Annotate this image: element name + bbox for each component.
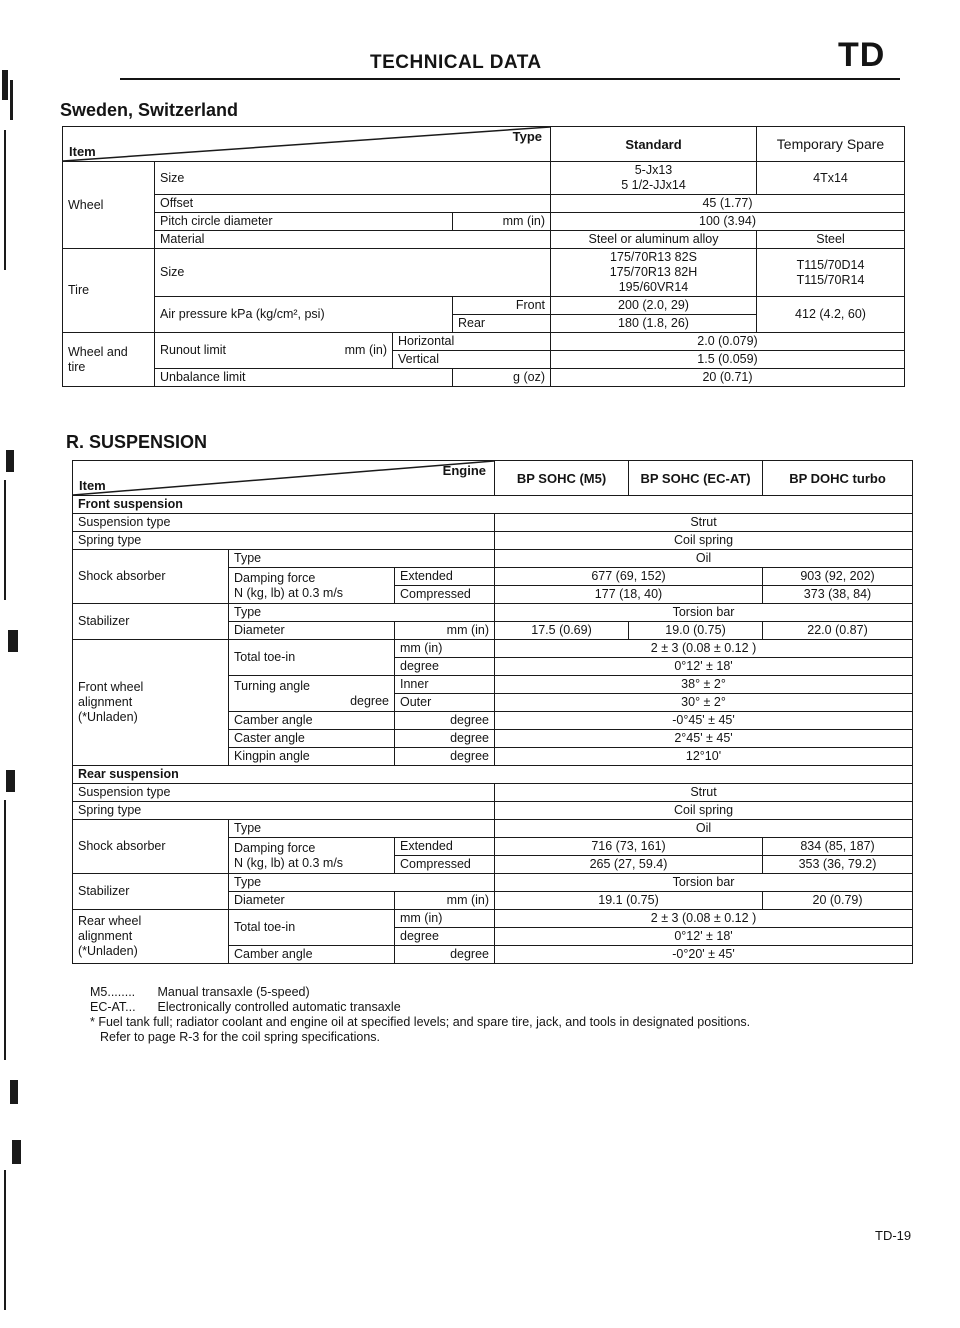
page-header-code: TD bbox=[838, 36, 886, 74]
pcd-value: 100 (3.94) bbox=[551, 213, 905, 231]
rear-suspension-type-label: Suspension type bbox=[73, 784, 495, 802]
vertical-value: 1.5 (0.059) bbox=[551, 351, 905, 369]
air-front-label: Front bbox=[453, 297, 551, 315]
unbalance-value: 20 (0.71) bbox=[551, 369, 905, 387]
turning-inner-label: Inner bbox=[395, 676, 495, 694]
rear-diameter-dohc-value: 20 (0.79) bbox=[763, 892, 913, 910]
kingpin-value: 12°10' bbox=[495, 748, 913, 766]
footnote-m5: M5........ Manual transaxle (5-speed) bbox=[90, 985, 310, 999]
front-damping-force-label: Damping force N (kg, lb) at 0.3 m/s bbox=[229, 568, 395, 604]
front-diameter-m5-value: 17.5 (0.69) bbox=[495, 622, 629, 640]
air-rear-label: Rear bbox=[453, 315, 551, 333]
rear-suspension-type-value: Strut bbox=[495, 784, 913, 802]
kingpin-unit: degree bbox=[395, 748, 495, 766]
front-compressed-label: Compressed bbox=[395, 586, 495, 604]
turning-angle-label: Turning angle degree bbox=[229, 676, 395, 712]
front-toe-mm-value: 2 ± 3 (0.08 ± 0.12 ) bbox=[495, 640, 913, 658]
front-shock-type-value: Oil bbox=[495, 550, 913, 568]
rear-camber-label: Camber angle bbox=[229, 946, 395, 964]
front-suspension-type-label: Suspension type bbox=[73, 514, 495, 532]
front-compressed-dohc-value: 373 (38, 84) bbox=[763, 586, 913, 604]
front-diameter-unit: mm (in) bbox=[395, 622, 495, 640]
rear-spring-type-value: Coil spring bbox=[495, 802, 913, 820]
binding-edge-marks bbox=[0, 70, 30, 1310]
caster-unit: degree bbox=[395, 730, 495, 748]
turning-inner-value: 38° ± 2° bbox=[495, 676, 913, 694]
front-camber-label: Camber angle bbox=[229, 712, 395, 730]
type-header-label: Type bbox=[512, 129, 542, 144]
rear-stabilizer-type-label: Type bbox=[229, 874, 495, 892]
footnote-unladen: * Fuel tank full; radiator coolant and engine oil at specified levels; and spare tire, jack, and tools in designated positions. bbox=[90, 1015, 751, 1029]
rear-stabilizer-label: Stabilizer bbox=[73, 874, 229, 910]
caster-label: Caster angle bbox=[229, 730, 395, 748]
rear-diameter-sohc-value: 19.1 (0.75) bbox=[495, 892, 763, 910]
turning-outer-value: 30° ± 2° bbox=[495, 694, 913, 712]
front-shock-absorber-label: Shock absorber bbox=[73, 550, 229, 604]
pcd-label: Pitch circle diameter bbox=[155, 213, 453, 231]
wheel-table-corner-header bbox=[63, 127, 551, 162]
engine-header-label: Engine bbox=[442, 463, 487, 478]
rear-camber-unit: degree bbox=[395, 946, 495, 964]
rear-extended-label: Extended bbox=[395, 838, 495, 856]
front-camber-unit: degree bbox=[395, 712, 495, 730]
wheel-tire-table bbox=[62, 126, 905, 387]
front-suspension-heading: Front suspension bbox=[73, 496, 913, 514]
rear-camber-value: -0°20' ± 45' bbox=[495, 946, 913, 964]
unbalance-limit-label: Unbalance limit bbox=[155, 369, 453, 387]
rear-toe-degree-unit: degree bbox=[395, 928, 495, 946]
front-extended-label: Extended bbox=[395, 568, 495, 586]
front-total-toe-in-label: Total toe-in bbox=[229, 640, 395, 676]
front-stabilizer-type-value: Torsion bar bbox=[495, 604, 913, 622]
material-spare: Steel bbox=[757, 231, 905, 249]
wheel-size-label: Size bbox=[155, 162, 551, 195]
tire-size-label: Size bbox=[155, 249, 551, 297]
rear-toe-mm-unit: mm (in) bbox=[395, 910, 495, 928]
front-diameter-label: Diameter bbox=[229, 622, 395, 640]
page-number: TD-19 bbox=[875, 1228, 912, 1243]
runout-limit-label: Runout limit mm (in) bbox=[155, 333, 393, 369]
vertical-label: Vertical bbox=[393, 351, 551, 369]
rear-compressed-sohc-value: 265 (27, 59.4) bbox=[495, 856, 763, 874]
suspension-section-title: R. SUSPENSION bbox=[66, 432, 208, 452]
item-header-label: Item bbox=[79, 478, 106, 493]
front-stabilizer-type-label: Type bbox=[229, 604, 495, 622]
page-header-title: TECHNICAL DATA bbox=[370, 52, 542, 73]
air-pressure-label: Air pressure kPa (kg/cm², psi) bbox=[155, 297, 453, 333]
air-front-value: 200 (2.0, 29) bbox=[551, 297, 757, 315]
rear-toe-mm-value: 2 ± 3 (0.08 ± 0.12 ) bbox=[495, 910, 913, 928]
header-divider bbox=[120, 78, 900, 80]
bp-sohc-m5-header: BP SOHC (M5) bbox=[495, 461, 629, 496]
rear-wheel-alignment-label: Rear wheel alignment (*Unladen) bbox=[73, 910, 229, 964]
rear-diameter-unit: mm (in) bbox=[395, 892, 495, 910]
front-toe-degree-value: 0°12' ± 18' bbox=[495, 658, 913, 676]
front-spring-type-value: Coil spring bbox=[495, 532, 913, 550]
rear-shock-type-label: Type bbox=[229, 820, 495, 838]
horizontal-label: Horizontal bbox=[393, 333, 551, 351]
front-suspension-type-value: Strut bbox=[495, 514, 913, 532]
rear-shock-type-value: Oil bbox=[495, 820, 913, 838]
rear-compressed-label: Compressed bbox=[395, 856, 495, 874]
diagonal-divider-line bbox=[73, 461, 494, 495]
front-extended-dohc-value: 903 (92, 202) bbox=[763, 568, 913, 586]
footnote-refer: Refer to page R-3 for the coil spring specifications. bbox=[100, 1030, 380, 1044]
rear-suspension-heading: Rear suspension bbox=[73, 766, 913, 784]
air-rear-value: 180 (1.8, 26) bbox=[551, 315, 757, 333]
tire-size-standard: 175/70R13 82S 175/70R13 82H 195/60VR14 bbox=[551, 249, 757, 297]
offset-label: Offset bbox=[155, 195, 551, 213]
front-camber-value: -0°45' ± 45' bbox=[495, 712, 913, 730]
material-label: Material bbox=[155, 231, 551, 249]
rear-stabilizer-type-value: Torsion bar bbox=[495, 874, 913, 892]
pcd-unit: mm (in) bbox=[453, 213, 551, 231]
front-shock-type-label: Type bbox=[229, 550, 495, 568]
front-wheel-alignment-label: Front wheel alignment (*Unladen) bbox=[73, 640, 229, 766]
material-standard: Steel or aluminum alloy bbox=[551, 231, 757, 249]
rear-total-toe-in-label: Total toe-in bbox=[229, 910, 395, 946]
rear-diameter-label: Diameter bbox=[229, 892, 395, 910]
diagonal-divider-line bbox=[63, 127, 550, 161]
front-extended-sohc-value: 677 (69, 152) bbox=[495, 568, 763, 586]
front-diameter-ecat-value: 19.0 (0.75) bbox=[629, 622, 763, 640]
front-spring-type-label: Spring type bbox=[73, 532, 495, 550]
bp-sohc-ecat-header: BP SOHC (EC-AT) bbox=[629, 461, 763, 496]
air-pressure-spare: 412 (4.2, 60) bbox=[757, 297, 905, 333]
footnote-ecat: EC-AT... Electronically controlled automatic transaxle bbox=[90, 1000, 401, 1014]
horizontal-value: 2.0 (0.079) bbox=[551, 333, 905, 351]
turning-outer-label: Outer bbox=[395, 694, 495, 712]
temporary-spare-header: Temporary Spare bbox=[757, 127, 905, 162]
wheel-section-title: Sweden, Switzerland bbox=[60, 100, 239, 120]
rear-compressed-dohc-value: 353 (36, 79.2) bbox=[763, 856, 913, 874]
suspension-table bbox=[72, 460, 913, 964]
unbalance-unit: g (oz) bbox=[453, 369, 551, 387]
wheel-size-spare: 4Tx14 bbox=[757, 162, 905, 195]
kingpin-label: Kingpin angle bbox=[229, 748, 395, 766]
wheel-size-standard: 5-Jx13 5 1/2-JJx14 bbox=[551, 162, 757, 195]
rear-extended-dohc-value: 834 (85, 187) bbox=[763, 838, 913, 856]
footnotes bbox=[90, 985, 910, 1045]
rear-damping-force-label: Damping force N (kg, lb) at 0.3 m/s bbox=[229, 838, 395, 874]
front-toe-degree-unit: degree bbox=[395, 658, 495, 676]
front-toe-mm-unit: mm (in) bbox=[395, 640, 495, 658]
front-stabilizer-label: Stabilizer bbox=[73, 604, 229, 640]
suspension-table-corner-header bbox=[73, 461, 495, 496]
front-compressed-sohc-value: 177 (18, 40) bbox=[495, 586, 763, 604]
rear-toe-degree-value: 0°12' ± 18' bbox=[495, 928, 913, 946]
tire-size-spare: T115/70D14 T115/70R14 bbox=[757, 249, 905, 297]
standard-header: Standard bbox=[551, 127, 757, 162]
rear-shock-absorber-label: Shock absorber bbox=[73, 820, 229, 874]
wheel-and-tire-group-label: Wheel and tire bbox=[63, 333, 155, 387]
rear-extended-sohc-value: 716 (73, 161) bbox=[495, 838, 763, 856]
wheel-group-label: Wheel bbox=[63, 162, 155, 249]
bp-dohc-turbo-header: BP DOHC turbo bbox=[763, 461, 913, 496]
front-diameter-turbo-value: 22.0 (0.87) bbox=[763, 622, 913, 640]
item-header-label: Item bbox=[69, 144, 96, 159]
caster-value: 2°45' ± 45' bbox=[495, 730, 913, 748]
rear-spring-type-label: Spring type bbox=[73, 802, 495, 820]
offset-value: 45 (1.77) bbox=[551, 195, 905, 213]
tire-group-label: Tire bbox=[63, 249, 155, 333]
